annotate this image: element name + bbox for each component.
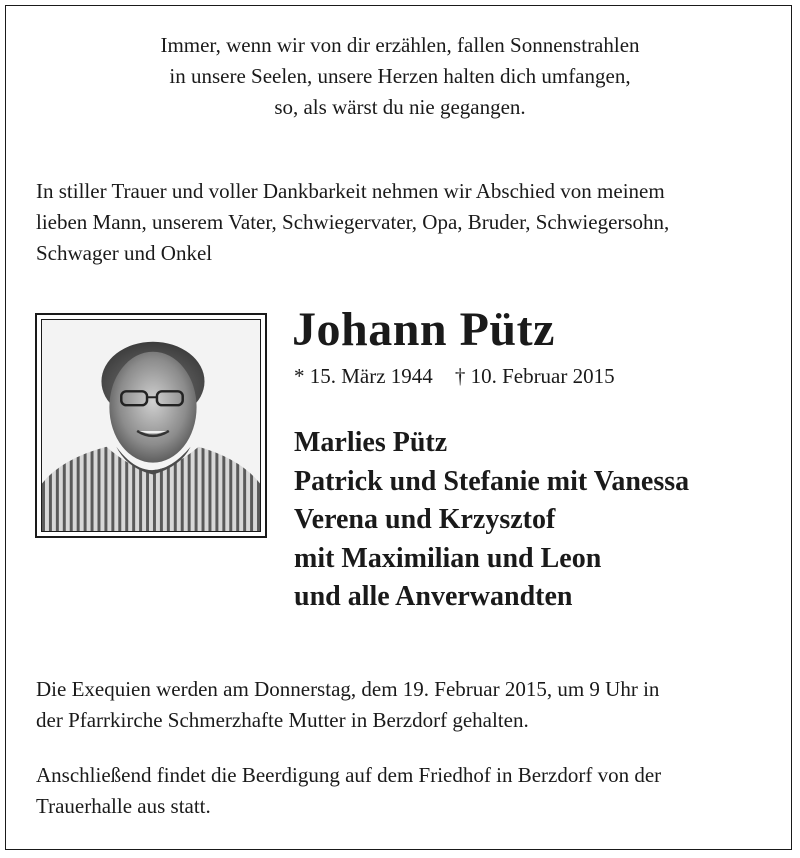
deceased-name: Johann Pütz [292,303,555,356]
service-line: der Pfarrkirche Schmerzhafte Mutter in Berzdorf gehalten. [36,708,529,732]
mourners-list [294,424,689,617]
service-line: Die Exequien werden am Donnerstag, dem 19. Februar 2015, um 9 Uhr in [36,677,660,701]
intro-line: Schwager und Onkel [36,241,213,265]
mourner-line: Patrick und Stefanie mit Vanessa [294,465,690,497]
death-date: † 10. Februar 2015 [454,364,615,388]
burial-paragraph [36,760,771,822]
poem-line: Immer, wenn wir von dir erzählen, fallen Sonnenstrahlen [160,33,640,57]
mourner-line: Verena und Krzysztof [294,504,556,535]
mourner-line: und alle Anverwandten [294,581,573,612]
portrait-photo [41,319,261,532]
burial-line: Anschließend findet die Beerdigung auf dem Friedhof in Berzdorf von der [36,763,662,787]
intro-line: lieben Mann, unserem Vater, Schwiegervater, Opa, Bruder, Schwiegersohn, [36,210,670,234]
life-dates [294,364,615,389]
mourner-line: Marlies Pütz [294,427,448,458]
service-paragraph [36,674,771,736]
portrait-image [42,320,260,531]
poem-line: so, als wärst du nie gegangen. [274,95,526,119]
poem-line: in unsere Seelen, unsere Herzen halten dich umfangen, [169,64,631,88]
burial-line: Trauerhalle aus statt. [36,794,211,818]
mourner-line: mit Maximilian und Leon [294,542,602,574]
intro-paragraph [36,176,771,269]
birth-date: * 15. März 1944 [294,364,433,388]
memorial-poem [0,30,800,123]
portrait-frame [35,313,267,538]
intro-line: In stiller Trauer und voller Dankbarkeit nehmen wir Abschied von meinem [36,179,665,203]
